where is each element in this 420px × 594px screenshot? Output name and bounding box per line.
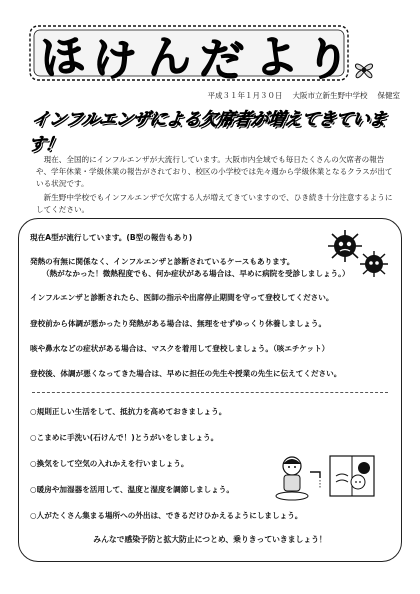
- issue-meta: [150, 90, 400, 102]
- school-name: 大阪市立新生野中学校: [292, 91, 368, 100]
- masthead-title: [34, 28, 354, 88]
- intro-text: [36, 154, 396, 216]
- notice-text: 登校後、体調が悪くなってきた場合は、早めに担任の先生や授業の先生に伝えてください。: [30, 369, 342, 378]
- headline: インフルエンザによる欠席者が増えてきています！: [26, 110, 388, 155]
- masthead-char: ん: [144, 29, 192, 86]
- masthead-char: り: [303, 33, 350, 88]
- headline-box: [26, 110, 400, 155]
- notice-text: 現在A型が流行しています。(B型の報告もあり): [30, 233, 193, 242]
- intro-paragraph: 新生野中学校でもインフルエンザで欠席する人が増えてきていますので、ひき続き十分注意するようにしてください。: [36, 193, 393, 214]
- tip-item: ○規則正しい生活をして、抵抗力を高めておきましょう。: [30, 407, 227, 416]
- issue-date: 平成３１年１月３０日: [207, 91, 283, 100]
- tip-item: ○こまめに手洗い(石けんで！)とうがいをしましょう。: [30, 433, 219, 442]
- intro-paragraph: 現在、全国的にインフルエンザが大流行しています。大阪市内全域でも毎日たくさんの欠席者の報告や、学年休業・学級休業の報告がされており、校区の小学校では先々週から学級休業となるクラスが出ている状況です。: [36, 155, 393, 188]
- notice-item: [30, 292, 390, 304]
- notice-item: [30, 256, 390, 280]
- masthead: [28, 22, 358, 88]
- tip-item: ○人がたくさん集まる場所への外出は、できるだけひかえるようにしましょう。: [30, 511, 303, 520]
- notice-text: 登校前から体調が悪かったり発熱がある場合は、無理をせずゆっくり休養しましょう。: [30, 319, 327, 328]
- handwashing-illustration: [270, 452, 380, 502]
- section-divider: [32, 392, 388, 393]
- notice-item: [30, 343, 390, 355]
- notice-item: [30, 368, 390, 380]
- closing-message: みんなで感染予防と拡大防止につとめ、乗りきっていきましょう！: [93, 535, 327, 544]
- notice-text: 発熱の有無に関係なく、インフルエンザと診断されているケースもあります。: [30, 257, 295, 266]
- masthead-char: ほ: [37, 29, 85, 86]
- tip-item: ○換気をして空気の入れかえを行いましょう。: [30, 459, 189, 468]
- notice-text: 咳や鼻水などの症状がある場合は、マスクを着用して登校しましょう。（咳エチケット）: [30, 344, 330, 353]
- notice-subtext: （熱がなかった！微熱程度でも、何か症状がある場合は、早めに病院を受診しましょう。）: [42, 269, 350, 278]
- notice-item: [30, 318, 390, 330]
- masthead-char: だ: [196, 33, 244, 88]
- tip-item: ○暖房や加湿器を活用して、温度と湿度を調節しましょう。: [30, 485, 234, 494]
- issuer-office: 保健室: [377, 91, 400, 100]
- ribbon-bow-icon: [350, 52, 378, 86]
- notice-item: [30, 232, 390, 244]
- masthead-char: け: [90, 33, 137, 88]
- notice-text: インフルエンザと診断されたら、医師の指示や出席停止期間を守って登校してください。: [30, 293, 334, 302]
- masthead-char: よ: [250, 29, 298, 86]
